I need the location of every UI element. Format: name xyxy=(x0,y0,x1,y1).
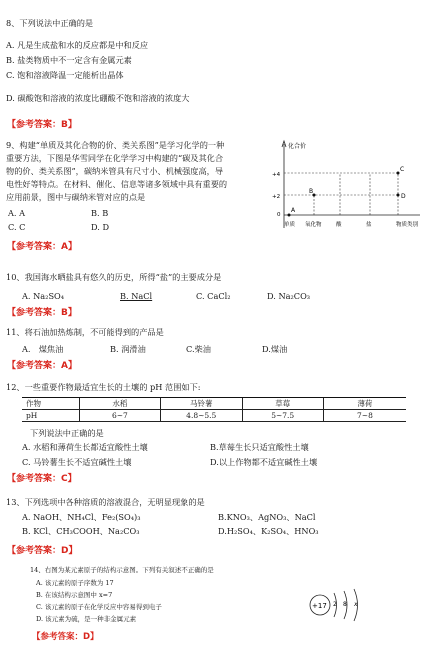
ph-table-cell: 4.8~5.5 xyxy=(160,410,242,422)
q14-option-d: D. 该元素为硫，是一种非金属元素 xyxy=(36,615,137,623)
q12-option-a: A. 水稻和薄荷生长都适宜酸性土壤 xyxy=(22,442,148,452)
q9-stem-line: 9、构建“单质及其化合物的价、类关系图”是学习化学的一种 xyxy=(6,140,225,150)
ph-table-header-cell: 马铃薯 xyxy=(160,398,242,410)
q11-answer: 【参考答案：A】 xyxy=(7,361,77,371)
atom-structure-diagram xyxy=(306,580,370,630)
ph-table-header-row xyxy=(22,398,406,410)
ph-table-cell: 7~8 xyxy=(323,410,406,422)
q12-option-c: C. 马铃薯生长不适宜碱性土壤 xyxy=(22,457,132,467)
point-label: B xyxy=(309,188,314,195)
q11-option-b: B. 润滑油 xyxy=(110,344,146,354)
point-label: A xyxy=(291,207,296,214)
ph-table-header-cell: 薄荷 xyxy=(323,398,406,410)
q9-option-a: A. A xyxy=(8,208,26,218)
q9-stem-line: 重要方法，下图是华雪同学在化学学习中构建的“碳及其化合 xyxy=(6,153,224,163)
x-category-label: 盐 xyxy=(366,222,372,228)
q13-stem: 13、下列选项中各种溶质的溶液混合，无明显现象的是 xyxy=(6,497,205,507)
y-tick-label: +2 xyxy=(272,194,281,200)
q8-option-b: B. 盐类物质中不一定含有金属元素 xyxy=(6,55,132,65)
q13-option-d: D.H₂SO₄、K₂SO₄、HNO₃ xyxy=(218,526,319,536)
q13-option-a: A. NaOH、NH₄Cl、Fe₂(SO₄)₃ xyxy=(22,512,141,522)
q14-option-c: C. 该元素的原子在化学反应中容易得到电子 xyxy=(36,603,162,611)
q11-option-c: C.柴油 xyxy=(186,344,211,354)
q12-option-b: B.草莓生长只适宜酸性土壤 xyxy=(210,442,309,452)
q12-sub-stem: 下列说法中正确的是 xyxy=(30,428,104,438)
q9-option-d: D. D xyxy=(91,222,110,232)
shell-electron-count: x xyxy=(354,601,358,608)
x-axis-label: 物质类别 xyxy=(396,222,419,228)
shell-electron-count: 2 xyxy=(333,601,337,608)
q9-stem-line: 应用前景，图中与碳纳米管对应的点是 xyxy=(6,192,146,202)
q14-stem: 14、右图为某元素原子的结构示意图。下列有关叙述不正确的是 xyxy=(30,566,214,574)
q9-stem-line: 电性好等特点。在材料、催化、信息等诸多领域中具有重要的 xyxy=(6,179,228,189)
q10-stem: 10、我国海水晒盐具有悠久的历史，所得“盐”的主要成分是 xyxy=(6,272,222,282)
q13-option-b: B.KNO₃、AgNO₃、NaCl xyxy=(218,512,316,522)
nucleus-charge: +17 xyxy=(312,602,327,610)
q8-option-d: D. 碳酸饱和溶液的浓度比硼酸不饱和溶液的浓度大 xyxy=(6,93,190,103)
q13-answer: 【参考答案：D】 xyxy=(7,546,78,556)
q8-stem: 8、下列说法中正确的是 xyxy=(6,18,94,28)
q8-option-a: A. 凡是生成盐和水的反应都是中和反应 xyxy=(6,40,149,50)
ph-table-cell: 6~7 xyxy=(79,410,160,422)
q9-stem-line: 物的价、类关系图”，碳纳米管具有尺寸小、机械强度高，导 xyxy=(6,166,224,176)
ph-table-header-cell: 水稻 xyxy=(79,398,160,410)
x-category-label: 单质 xyxy=(284,222,296,228)
q9-option-b: B. B xyxy=(91,208,109,218)
point-label: D xyxy=(401,193,406,200)
ph-table-cell: pH xyxy=(22,410,79,422)
q11-stem: 11、将石油加热炼制，不可能得到的产品是 xyxy=(6,327,164,337)
q11-option-d: D.煤油 xyxy=(262,344,288,354)
q11-option-a: A. 煤焦油 xyxy=(22,344,64,354)
q12-answer: 【参考答案：C】 xyxy=(7,474,77,484)
q14-option-b: B. 在该结构示意图中 x=7 xyxy=(36,591,113,599)
ph-table-header-cell: 草莓 xyxy=(242,398,323,410)
x-category-label: 氧化物 xyxy=(305,222,322,228)
q8-option-c: C. 饱和溶液降温一定能析出晶体 xyxy=(6,70,124,80)
q10-option-d: D. Na₂CO₃ xyxy=(267,291,311,301)
q10-option-c: C. CaCl₂ xyxy=(196,291,231,301)
shell-electron-count: 8 xyxy=(343,601,347,608)
point-d xyxy=(397,194,400,197)
y-tick-label: +4 xyxy=(272,172,281,178)
ph-table-header-cell: 作物 xyxy=(22,398,79,410)
q10-answer: 【参考答案：B】 xyxy=(7,308,77,318)
x-category-label: 酸 xyxy=(336,222,342,228)
y-axis-label: 化合价 xyxy=(288,143,307,150)
q10-option-a: A. Na₂SO₄ xyxy=(22,291,65,301)
q14-option-a: A. 该元素的原子序数为 17 xyxy=(36,579,114,587)
ph-table-cell: 5~7.5 xyxy=(242,410,323,422)
q13-option-c: B. KCl、CH₃COOH、Na₂CO₃ xyxy=(22,526,140,536)
ph-table xyxy=(22,397,406,422)
q8-answer: 【参考答案：B】 xyxy=(7,120,77,130)
ph-table-row xyxy=(22,410,406,422)
q12-stem: 12、一些重要作物最适宜生长的土壤的 pH 范围如下: xyxy=(6,382,201,392)
q14-answer: 【参考答案：D】 xyxy=(32,632,99,642)
q10-option-b: B. NaCl xyxy=(120,291,153,301)
q12-option-d: D.以上作物都不适宜碱性土壤 xyxy=(210,457,318,467)
valence-class-diagram xyxy=(270,136,426,240)
point-label: C xyxy=(400,166,405,173)
y-tick-label: 0 xyxy=(277,212,281,218)
q9-option-c: C. C xyxy=(8,222,26,232)
q9-answer: 【参考答案：A】 xyxy=(7,242,77,252)
